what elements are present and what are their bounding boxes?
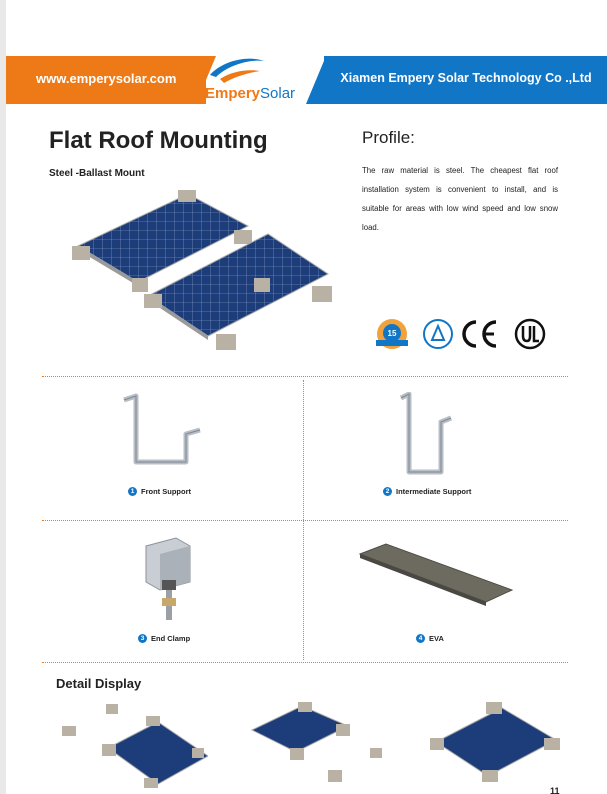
- ul-listed-icon: [516, 320, 544, 348]
- logo-brand-empery: Empery: [205, 85, 261, 102]
- end-clamp-image: [136, 536, 196, 628]
- component-label-1: Front Support: [141, 487, 191, 496]
- component-label-4: EVA: [429, 634, 444, 643]
- certification-logos: [372, 314, 552, 356]
- 15-years-warranty-badge-icon: [376, 319, 408, 349]
- company-name: Xiamen Empery Solar Technology Co .,Ltd: [340, 71, 592, 85]
- component-caption-2: [383, 487, 471, 496]
- page-title: Flat Roof Mounting: [49, 127, 268, 154]
- component-caption-1: [128, 487, 191, 496]
- empery-logo-icon: [206, 53, 268, 83]
- page-subtitle: Steel -Ballast Mount: [49, 168, 145, 179]
- component-label-2: Intermediate Support: [396, 487, 472, 496]
- detail-image-1: [58, 700, 208, 790]
- header-band-right-tip: [306, 56, 326, 104]
- component-number-4: 4: [416, 634, 425, 643]
- component-number-3: 3: [138, 634, 147, 643]
- website-link[interactable]: www.emperysolar.com: [36, 71, 177, 86]
- svg-text:15: 15: [387, 329, 397, 338]
- intermediate-support-image: [391, 392, 471, 482]
- detail-image-3: [426, 700, 576, 790]
- component-number-2: 2: [383, 487, 392, 496]
- page-number: 11: [550, 786, 560, 794]
- divider-middle: [42, 520, 568, 521]
- component-caption-4: [416, 634, 444, 643]
- detail-image-2: [244, 700, 394, 790]
- component-number-1: 1: [128, 487, 137, 496]
- component-label-3: End Clamp: [151, 634, 191, 643]
- divider-top: [42, 376, 568, 377]
- logo-brand-solar: Solar: [260, 85, 296, 102]
- profile-heading: Profile:: [362, 128, 415, 147]
- detail-heading: Detail Display: [56, 676, 142, 691]
- component-caption-3: [138, 634, 190, 643]
- catalog-page: [6, 0, 607, 794]
- front-support-image: [116, 392, 206, 482]
- profile-text: The raw material is steel. The cheapest flat roof installation system is convenient to install, and is suitable for areas with low wind speed and low snow load.: [362, 166, 558, 232]
- divider-bottom: [42, 662, 568, 663]
- eva-pad-image: [356, 540, 516, 610]
- ballast-mount-hero-image: [58, 186, 338, 356]
- logo-wordmark: [205, 85, 295, 102]
- divider-vertical: [303, 380, 304, 660]
- ce-mark-icon: [464, 322, 496, 346]
- tuv-certification-icon: [424, 320, 452, 348]
